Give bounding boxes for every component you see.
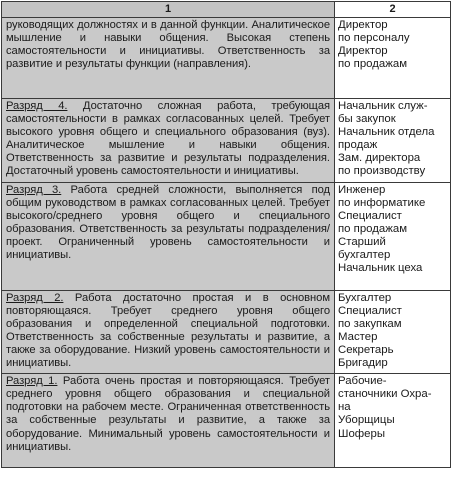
- table-row: [2, 182, 451, 290]
- position-line: Бригадир: [338, 357, 388, 370]
- position-line: Зам. директора: [338, 152, 421, 165]
- position-line: Директор: [338, 19, 388, 31]
- grade-title: Разряд 2.: [6, 291, 64, 304]
- position-line: по производству: [338, 165, 426, 178]
- position-line: Шоферы: [338, 427, 386, 440]
- position-line: бы закупок: [338, 113, 396, 126]
- grade-description-cell: [2, 182, 335, 290]
- position-line: по продажам: [338, 222, 408, 235]
- table-header-row: [2, 2, 451, 18]
- table-row: [2, 374, 451, 468]
- position-line: по закупкам: [338, 317, 402, 330]
- table-row: [2, 99, 451, 183]
- position-line: на: [338, 401, 351, 414]
- position-line: бухгалтер: [338, 249, 391, 262]
- position-line: Секретарь: [338, 343, 394, 356]
- position-line: по персоналу: [338, 32, 410, 45]
- positions-cell: [335, 290, 451, 374]
- position-line: Мастер: [338, 330, 378, 343]
- table-row: [2, 290, 451, 374]
- column-header-2: 2: [335, 2, 451, 18]
- position-line: Начальник служ-: [338, 100, 428, 112]
- position-line: по продажам: [338, 58, 408, 71]
- grade-description-cell: [2, 374, 335, 468]
- grade-description: Работа средней сложности, выполняется под общим руководством в рамках согласованных целей. Требует высокого/среднего уровня общего и специального образования. Ответственность за результаты подразделения/проект. Ограниченный уровень самостоятельности и инициативы.: [6, 183, 330, 262]
- position-line: Инженер: [338, 183, 386, 196]
- position-line: Специалист: [338, 209, 402, 222]
- table-row: [2, 18, 451, 99]
- position-line: Начальник отдела: [338, 126, 435, 139]
- grade-description-cell: [2, 18, 335, 99]
- grade-title: Разряд 4.: [6, 100, 68, 112]
- position-line: Старший: [338, 235, 386, 248]
- job-grade-table: [1, 1, 451, 468]
- position-line: станочники Охра-: [338, 388, 432, 401]
- positions-cell: [335, 374, 451, 468]
- grade-title: Разряд 1.: [6, 375, 58, 388]
- grade-description: Работа очень простая и повторяющаяся. Требует среднего уровня общего образования и специальной подготовки на рабочем месте. Ограниченная ответственность за собственные результаты и развитие, а также за оборудование. Минимальный уровень самостоятельности и инициативы.: [6, 375, 330, 453]
- grade-description: Работа достаточно простая и в основном повторяющаяся. Требует среднего уровня общего образования и определенной специальной подготовки. Ответственность за собственные результаты и развитие, а также за оборудование. Низкий уровень самостоятельности и инициативы.: [6, 291, 330, 370]
- grade-description: Достаточно сложная работа, требующая самостоятельности в рамках согласованных целей. Требует высокого уровня общего и специального образования (вуз). Аналитическое мышление и навыки общения. Ответственность за развитие и результаты подразделения. Достаточный уровень самостоятельности и инициативы.: [6, 100, 330, 178]
- position-line: по информатике: [338, 196, 426, 209]
- grade-title: Разряд 3.: [6, 183, 62, 196]
- grade-description-cell: [2, 99, 335, 183]
- positions-cell: [335, 99, 451, 183]
- position-line: Начальник цеха: [338, 262, 423, 275]
- positions-cell: [335, 182, 451, 290]
- grade-description: руководящих должностях и в данной функции. Аналитическое мышление и навыки общения. Высокая степень самостоятельности и инициативы. Ответственность за развитие и результаты функции (направления).: [6, 19, 330, 71]
- column-header-1: 1: [2, 2, 335, 18]
- position-line: Рабочие-: [338, 375, 387, 388]
- positions-cell: [335, 18, 451, 99]
- grade-description-cell: [2, 290, 335, 374]
- position-line: Директор: [338, 45, 388, 58]
- position-line: Специалист: [338, 304, 402, 317]
- position-line: Уборщицы: [338, 414, 395, 427]
- position-line: Бухгалтер: [338, 291, 392, 304]
- position-line: продаж: [338, 139, 378, 152]
